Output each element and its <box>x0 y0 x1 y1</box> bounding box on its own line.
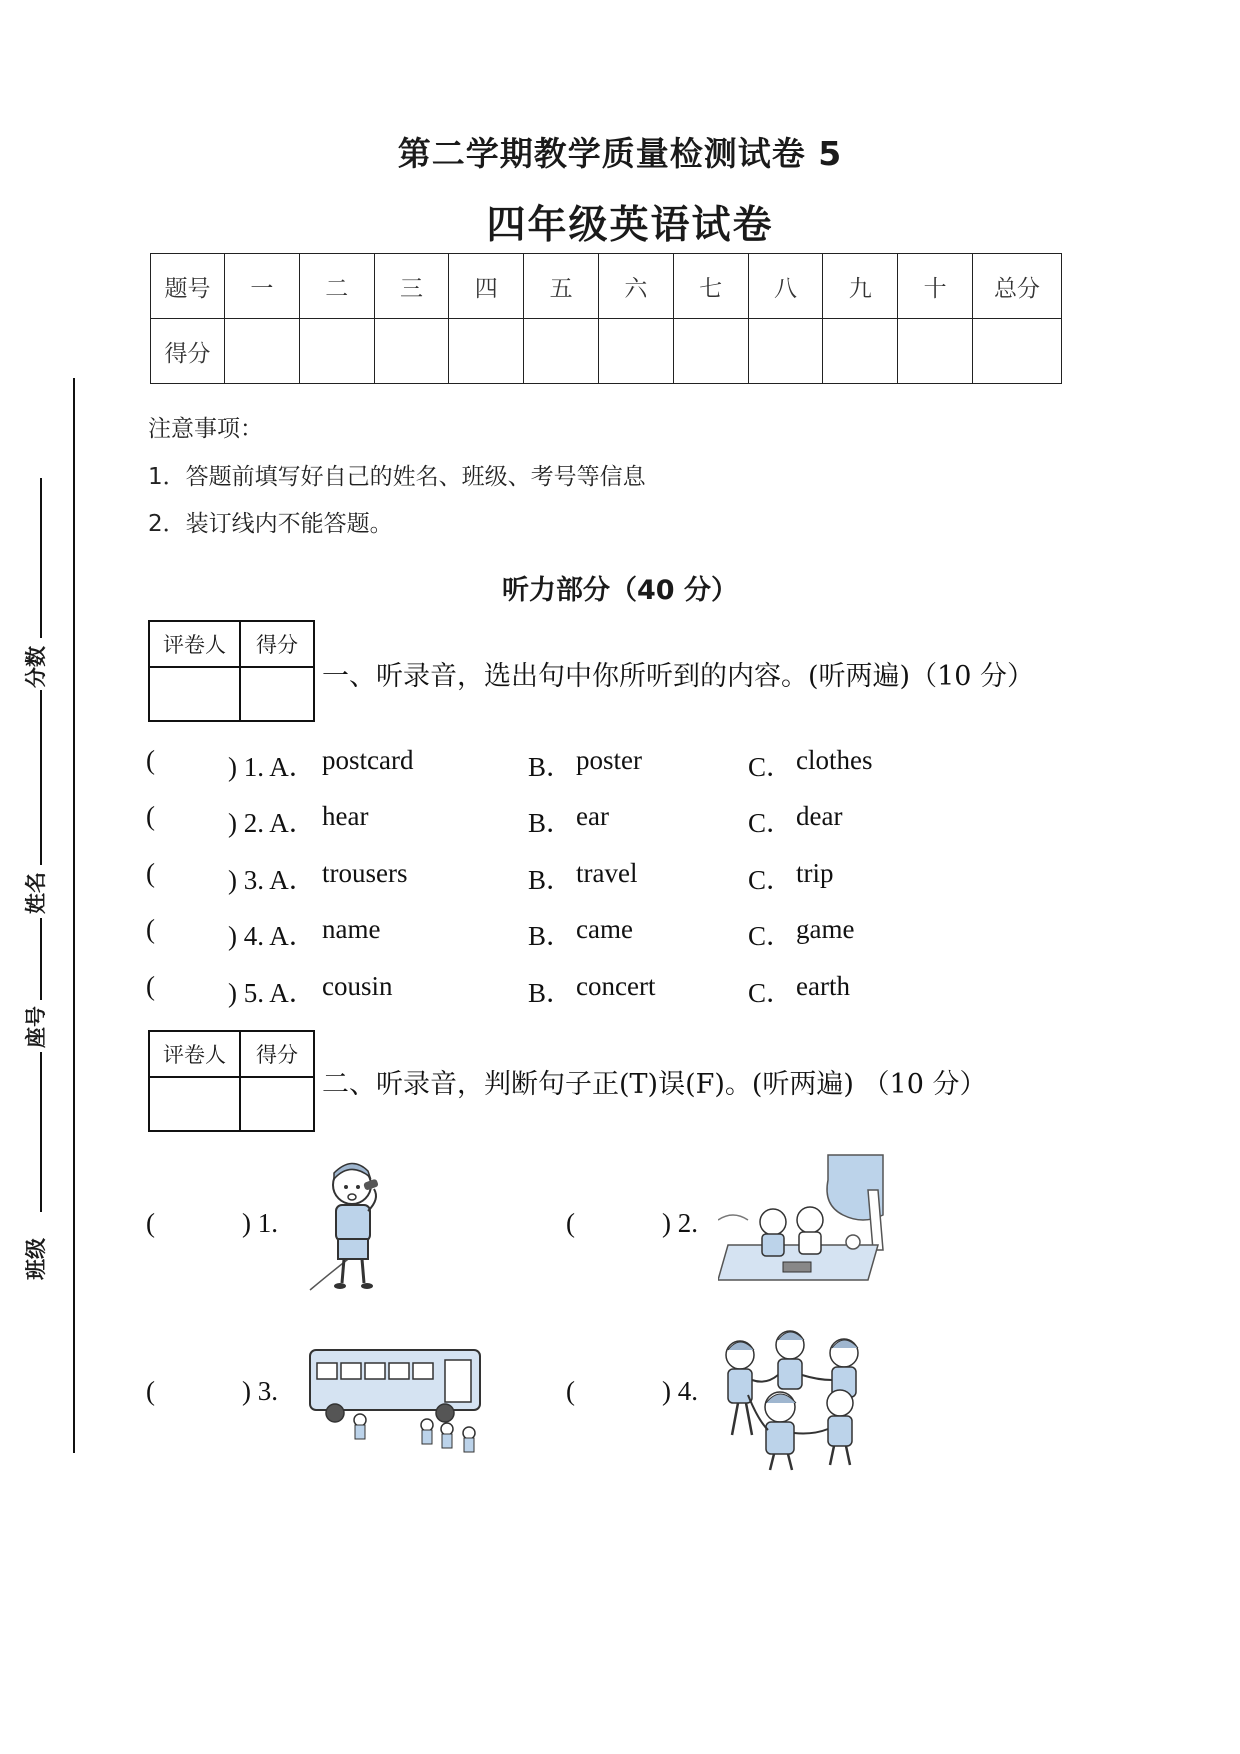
grader-reviewer-label: 评卷人 <box>149 1031 240 1077</box>
option-a: cousin <box>322 971 393 1001</box>
option-c-label: C． <box>748 752 794 782</box>
children-dancing-illustration <box>718 1325 878 1475</box>
note-item: 1．答题前填写好自己的姓名、班级、考号等信息 <box>148 464 646 490</box>
score-input-cell[interactable] <box>524 319 599 384</box>
side-label-score: 分数 <box>24 646 48 688</box>
question-number: ) 3. A． <box>228 865 316 895</box>
score-input-cell[interactable] <box>374 319 449 384</box>
option-b: ear <box>576 801 609 831</box>
option-a: name <box>322 914 381 944</box>
grader-score-cell[interactable] <box>240 667 314 721</box>
answer-paren-open[interactable]: ( <box>146 745 155 775</box>
option-b: poster <box>576 745 642 775</box>
side-label-seat: 座号 <box>24 1006 48 1048</box>
score-header-cell: 四 <box>449 254 524 319</box>
score-header-cell: 题号 <box>151 254 225 319</box>
option-a: postcard <box>322 745 414 775</box>
option-c: dear <box>796 801 843 831</box>
option-c: trip <box>796 858 834 888</box>
grader-reviewer-cell[interactable] <box>149 1077 240 1131</box>
score-table <box>150 253 1062 384</box>
score-input-cell[interactable] <box>972 319 1061 384</box>
option-b-label: B． <box>528 921 574 951</box>
score-input-cell[interactable] <box>225 319 300 384</box>
option-c: clothes <box>796 745 873 775</box>
score-row-label: 得分 <box>151 319 225 384</box>
option-a: hear <box>322 801 369 831</box>
class-write-line[interactable] <box>40 1052 42 1212</box>
part2-title: 二、听录音，判断句子正(T)误(F)。(听两遍) （10 分） <box>322 1069 987 1100</box>
option-b-label: B． <box>528 808 574 838</box>
score-table-score-row <box>151 319 1062 384</box>
option-c-label: C． <box>748 865 794 895</box>
answer-paren-open[interactable]: ( <box>146 914 155 944</box>
option-c-label: C． <box>748 921 794 951</box>
score-input-cell[interactable] <box>673 319 748 384</box>
option-b-label: B． <box>528 978 574 1008</box>
picture-item-number: ) 3. <box>242 1376 278 1406</box>
side-label-name: 姓名 <box>24 872 48 914</box>
answer-paren-open[interactable]: ( <box>566 1208 575 1238</box>
score-table-header-row <box>151 254 1062 319</box>
picnic-illustration <box>718 1150 888 1285</box>
answer-paren-open[interactable]: ( <box>146 858 155 888</box>
grader-reviewer-label: 评卷人 <box>149 621 240 667</box>
grader-score-label: 得分 <box>240 621 314 667</box>
option-c-label: C． <box>748 808 794 838</box>
option-c-label: C． <box>748 978 794 1008</box>
score-header-cell: 五 <box>524 254 599 319</box>
score-write-line[interactable] <box>40 478 42 638</box>
question-row <box>0 914 1240 954</box>
picture-item-number: ) 1. <box>242 1208 278 1238</box>
answer-paren-open[interactable]: ( <box>146 1376 155 1406</box>
part1-title: 一、听录音，选出句中你所听到的内容。(听两遍)（10 分） <box>322 661 1035 692</box>
score-header-cell: 一 <box>225 254 300 319</box>
answer-paren-open[interactable]: ( <box>146 1208 155 1238</box>
question-number: ) 4. A． <box>228 921 316 951</box>
question-row <box>0 801 1240 841</box>
grader-box <box>148 1030 315 1132</box>
option-c: game <box>796 914 855 944</box>
option-b: concert <box>576 971 656 1001</box>
option-c: earth <box>796 971 850 1001</box>
option-a: trousers <box>322 858 408 888</box>
answer-paren-open[interactable]: ( <box>146 801 155 831</box>
score-header-cell: 十 <box>898 254 973 319</box>
score-header-cell: 六 <box>598 254 673 319</box>
score-input-cell[interactable] <box>898 319 973 384</box>
exam-subtitle: 四年级英语试卷 <box>486 203 774 248</box>
question-row <box>0 858 1240 898</box>
note-item: 2．装订线内不能答题。 <box>148 511 393 537</box>
option-b: came <box>576 914 633 944</box>
score-input-cell[interactable] <box>299 319 374 384</box>
bus-illustration <box>305 1345 490 1455</box>
score-input-cell[interactable] <box>598 319 673 384</box>
score-input-cell[interactable] <box>449 319 524 384</box>
grader-score-cell[interactable] <box>240 1077 314 1131</box>
notes-heading: 注意事项： <box>148 416 263 442</box>
score-header-cell: 三 <box>374 254 449 319</box>
grader-reviewer-cell[interactable] <box>149 667 240 721</box>
score-header-cell: 二 <box>299 254 374 319</box>
option-b-label: B． <box>528 752 574 782</box>
grader-box <box>148 620 315 722</box>
answer-paren-open[interactable]: ( <box>146 971 155 1001</box>
score-header-cell: 总分 <box>972 254 1061 319</box>
score-header-cell: 八 <box>748 254 823 319</box>
question-number: ) 5. A． <box>228 978 316 1008</box>
score-header-cell: 九 <box>823 254 898 319</box>
score-input-cell[interactable] <box>748 319 823 384</box>
option-b: travel <box>576 858 638 888</box>
section-title: 听力部分（40 分） <box>502 575 738 606</box>
question-number: ) 1. A． <box>228 752 316 782</box>
score-header-cell: 七 <box>673 254 748 319</box>
answer-paren-open[interactable]: ( <box>566 1376 575 1406</box>
side-label-class: 班级 <box>24 1238 48 1280</box>
boy-singing-illustration <box>300 1155 418 1295</box>
exam-title: 第二学期教学质量检测试卷 5 <box>397 134 843 173</box>
question-number: ) 2. A． <box>228 808 316 838</box>
picture-item-number: ) 2. <box>662 1208 698 1238</box>
grader-score-label: 得分 <box>240 1031 314 1077</box>
question-row <box>0 745 1240 785</box>
option-b-label: B． <box>528 865 574 895</box>
score-input-cell[interactable] <box>823 319 898 384</box>
question-row <box>0 971 1240 1011</box>
picture-item-number: ) 4. <box>662 1376 698 1406</box>
